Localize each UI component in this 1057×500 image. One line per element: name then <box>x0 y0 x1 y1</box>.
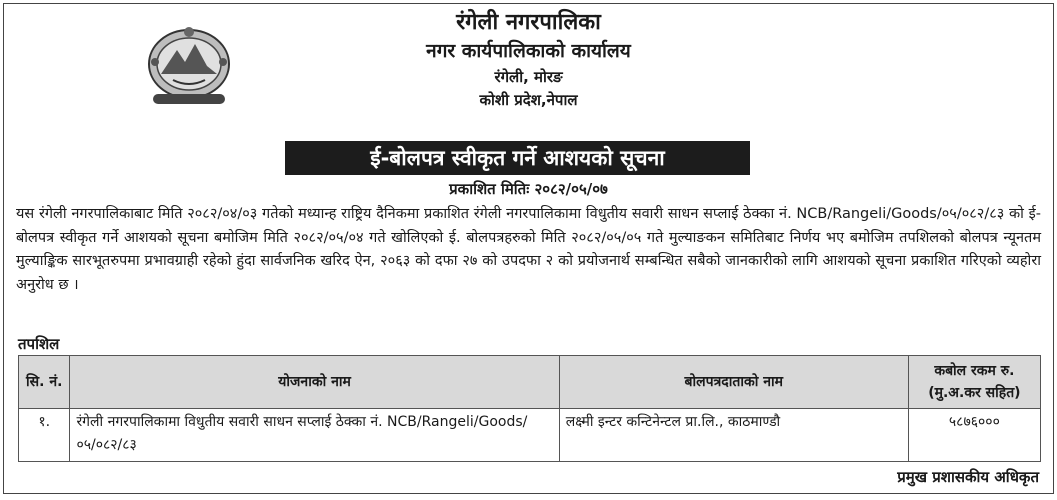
bid-table <box>18 355 1041 462</box>
cell-sn: १. <box>19 409 70 462</box>
schedule-label: तपशिल <box>18 335 60 353</box>
office-location: रंगेली, मोरङ <box>494 68 563 86</box>
notice-title: ई-बोलपत्र स्वीकृत गर्ने आशयको सूचना <box>285 141 750 175</box>
cell-amount: ५८७६००० <box>908 409 1040 462</box>
header-bidder: बोलपत्रदाताको नाम <box>559 356 908 409</box>
header-project: योजनाको नाम <box>70 356 559 409</box>
province-name: कोशी प्रदेश,नेपाल <box>479 91 578 109</box>
header-sn: सि. नं. <box>19 356 70 409</box>
notice-body: यस रंगेली नगरपालिकाबाट मिति २०८२/०४/०३ गतेको मध्यान्ह राष्ट्रिय दैनिकमा प्रकाशित रंगेली नगरपालिकामा विधुतीय सवारी साधन सप्लाई ठेक्का नं. NCB/Rangeli/Goods/०५/०८२/८३ को ई-बोलपत्र स्वीकृत गर्ने आशयको सूचना बमोजिम मिति २०८२/०५/०४ गते खोलिएको ई. बोलपत्रहरुको मिति २०८२/०५/०५ गते मुल्याङकन समितिबाट निर्णय भए बमोजिम तपशिलको बोलपत्र न्यूनतम मुल्याङ्किक सारभूतरुपमा प्रभावग्राही रहेको हुंदा सार्वजनिक खरिद ऐन, २०६३ को दफा २७ को उपदफा २ को प्रयोजनार्थ सम्बन्धित सबैको जानकारीको लागि आशयको सूचना प्रकाशित गरिएको व्यहोरा अनुरोध छ । <box>16 206 1041 293</box>
notice-page <box>3 3 1054 494</box>
signatory-title: प्रमुख प्रशासकीय अधिकृत <box>897 468 1039 486</box>
office-name: नगर कार्यपालिकाको कार्यालय <box>426 40 631 62</box>
table-row <box>19 409 1041 462</box>
table-header-row <box>19 356 1041 409</box>
cell-project: रंगेली नगरपालिकामा विधुतीय सवारी साधन सप्लाई ठेक्का नं. NCB/Rangeli/Goods/ ०५/०८२/८३ <box>70 409 559 462</box>
header-amount: कबोल रकम रु. (मु.अ.कर सहित) <box>908 356 1040 409</box>
municipality-name: रंगेली नगरपालिका <box>456 10 601 35</box>
cell-bidder: लक्ष्मी इन्टर कन्टिनेन्टल प्रा.लि., काठमाण्डौ <box>559 409 908 462</box>
letterhead <box>4 10 1053 111</box>
published-date: प्रकाशित मितिः २०८२/०५/०७ <box>449 180 608 198</box>
